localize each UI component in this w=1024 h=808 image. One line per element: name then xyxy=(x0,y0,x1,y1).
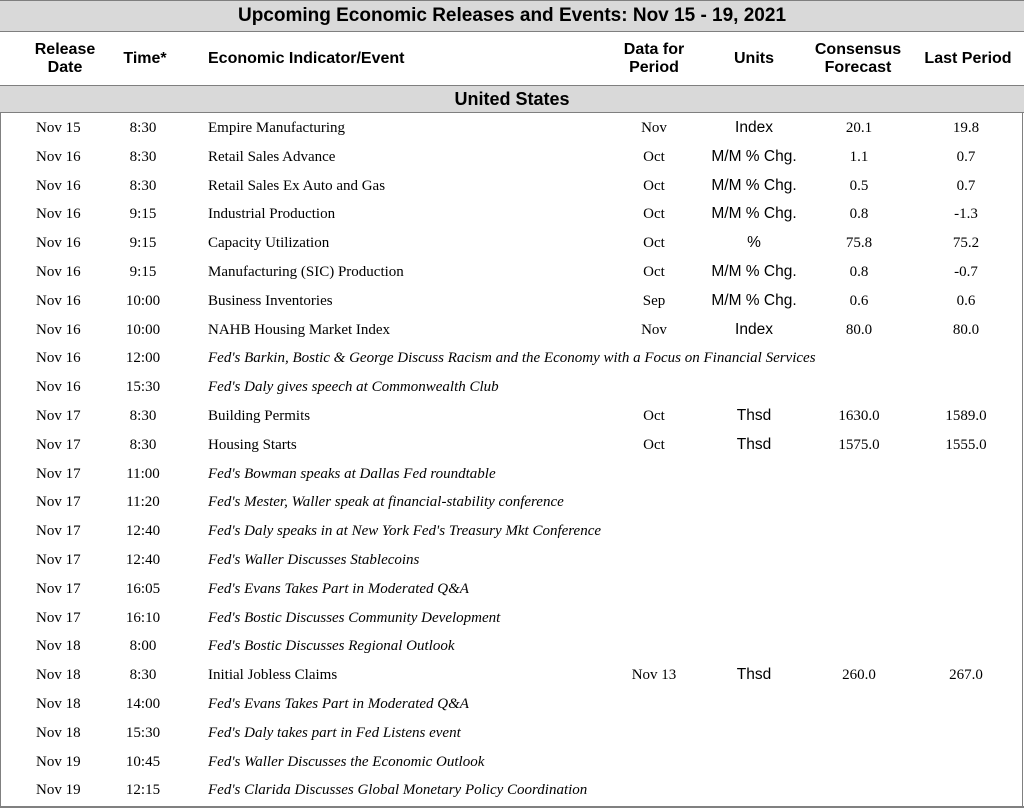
cell-time: 11:00 xyxy=(126,465,160,482)
cell-last-period: 0.7 xyxy=(956,177,976,194)
table-row xyxy=(0,287,1024,316)
cell-event: Building Permits xyxy=(208,408,311,424)
header-release-date: Release Date xyxy=(34,40,96,76)
cell-event: Fed's Bowman speaks at Dallas Fed roundtable xyxy=(208,465,496,482)
cell-time: 15:30 xyxy=(125,379,161,396)
cell-units: Thsd xyxy=(736,407,772,424)
table-row xyxy=(0,748,1024,777)
cell-last-period: -1.3 xyxy=(954,206,978,223)
table-row xyxy=(0,546,1024,575)
header-consensus-forecast: Consensus Forecast xyxy=(814,40,902,76)
cell-release-date: Nov 17 xyxy=(36,609,81,626)
cell-data-for-period: Oct xyxy=(643,436,665,453)
cell-units: M/M % Chg. xyxy=(711,176,797,194)
cell-consensus-forecast: 0.6 xyxy=(849,292,869,309)
cell-time: 8:30 xyxy=(129,177,157,194)
cell-release-date: Nov 18 xyxy=(36,667,81,684)
table-row xyxy=(0,172,1024,201)
table-row xyxy=(0,143,1024,172)
table-row xyxy=(0,344,1024,373)
cell-release-date: Nov 19 xyxy=(36,782,81,799)
cell-event: Industrial Production xyxy=(208,206,336,223)
cell-time: 10:00 xyxy=(125,321,161,338)
cell-last-period: 80.0 xyxy=(952,321,980,338)
cell-units: Index xyxy=(735,320,773,338)
header-units: Units xyxy=(734,49,774,67)
cell-time: 8:30 xyxy=(129,120,157,136)
cell-units: Thsd xyxy=(736,666,772,684)
cell-event: Empire Manufacturing xyxy=(208,120,346,136)
cell-units: M/M % Chg. xyxy=(711,291,797,309)
cell-units: Index xyxy=(735,119,773,136)
cell-data-for-period: Oct xyxy=(643,206,665,223)
cell-release-date: Nov 16 xyxy=(36,235,81,252)
cell-release-date: Nov 17 xyxy=(36,436,81,453)
cell-time: 14:00 xyxy=(125,696,161,712)
section-header-united-states: United States xyxy=(0,85,1024,113)
cell-event: Fed's Daly gives speech at Commonwealth Club xyxy=(208,379,499,396)
cell-release-date: Nov 17 xyxy=(36,580,81,597)
table-row xyxy=(0,229,1024,258)
cell-release-date: Nov 16 xyxy=(36,292,81,309)
table-row xyxy=(0,114,1024,143)
cell-event: Fed's Bostic Discusses Community Development xyxy=(208,609,501,626)
cell-time: 8:30 xyxy=(129,408,157,424)
cell-last-period: 267.0 xyxy=(949,667,983,684)
table-row xyxy=(0,661,1024,690)
cell-time: 9:15 xyxy=(129,206,157,223)
cell-time: 15:30 xyxy=(125,724,161,741)
header-event: Economic Indicator/Event xyxy=(208,49,405,67)
cell-event: Fed's Barkin, Bostic & George Discuss Racism and the Economy with a Focus on Financial Services xyxy=(208,350,816,367)
cell-time: 12:00 xyxy=(125,350,161,367)
cell-time: 8:30 xyxy=(129,667,157,684)
cell-event: Fed's Bostic Discusses Regional Outlook xyxy=(208,638,455,655)
table-row xyxy=(0,258,1024,287)
cell-time: 8:00 xyxy=(129,638,157,655)
table-row xyxy=(0,604,1024,633)
cell-event: Fed's Evans Takes Part in Moderated Q&A xyxy=(208,696,469,712)
table-row xyxy=(0,200,1024,229)
cell-data-for-period: Oct xyxy=(643,148,665,165)
cell-units: % xyxy=(747,234,761,252)
cell-event: Fed's Daly speaks in at New York Fed's Treasury Mkt Conference xyxy=(208,523,602,540)
table-row xyxy=(0,690,1024,719)
cell-release-date: Nov 17 xyxy=(36,552,81,568)
cell-release-date: Nov 18 xyxy=(36,638,81,655)
cell-release-date: Nov 17 xyxy=(36,408,81,424)
cell-event: Fed's Mester, Waller speak at financial-stability conference xyxy=(208,494,564,511)
cell-last-period: 75.2 xyxy=(952,235,980,252)
cell-event: Retail Sales Ex Auto and Gas xyxy=(208,177,386,194)
cell-time: 8:30 xyxy=(129,436,157,453)
cell-release-date: Nov 16 xyxy=(36,350,81,367)
header-last-period: Last Period xyxy=(924,49,1012,67)
cell-event: Fed's Waller Discusses the Economic Outlook xyxy=(208,753,485,770)
cell-consensus-forecast: 0.8 xyxy=(849,206,869,223)
cell-event: Fed's Clarida Discusses Global Monetary Policy Coordination xyxy=(208,782,588,799)
cell-time: 10:00 xyxy=(125,292,161,309)
cell-event: Fed's Daly takes part in Fed Listens event xyxy=(208,724,461,741)
cell-data-for-period: Sep xyxy=(642,292,666,309)
cell-time: 16:10 xyxy=(125,609,161,626)
table-row xyxy=(0,517,1024,546)
table-row xyxy=(0,488,1024,517)
cell-event: Retail Sales Advance xyxy=(208,148,336,165)
cell-event: Fed's Evans Takes Part in Moderated Q&A xyxy=(208,580,469,597)
cell-time: 16:05 xyxy=(125,580,161,597)
cell-event: Capacity Utilization xyxy=(208,235,330,252)
cell-time: 10:45 xyxy=(125,753,161,770)
table-row xyxy=(0,316,1024,345)
cell-last-period: 0.6 xyxy=(956,292,976,309)
table-row xyxy=(0,373,1024,402)
cell-release-date: Nov 18 xyxy=(36,724,81,741)
cell-event: Initial Jobless Claims xyxy=(208,667,338,684)
cell-data-for-period: Oct xyxy=(643,235,665,252)
table-row xyxy=(0,632,1024,661)
cell-release-date: Nov 17 xyxy=(36,494,81,511)
table-row xyxy=(0,776,1024,805)
cell-time: 12:15 xyxy=(125,782,161,799)
cell-data-for-period: Nov 13 xyxy=(631,667,677,684)
cell-release-date: Nov 17 xyxy=(36,465,81,482)
cell-time: 8:30 xyxy=(129,148,157,165)
cell-release-date: Nov 15 xyxy=(36,120,81,136)
cell-last-period: 19.8 xyxy=(952,120,980,136)
cell-release-date: Nov 19 xyxy=(36,753,81,770)
cell-data-for-period: Oct xyxy=(643,177,665,194)
cell-last-period: 1589.0 xyxy=(945,408,987,424)
cell-time: 9:15 xyxy=(129,235,157,252)
cell-time: 12:40 xyxy=(125,552,161,568)
cell-time: 11:20 xyxy=(126,494,160,511)
cell-last-period: 0.7 xyxy=(956,148,976,165)
cell-time: 12:40 xyxy=(125,523,161,540)
cell-units: M/M % Chg. xyxy=(711,147,797,165)
table-row xyxy=(0,402,1024,431)
cell-last-period: -0.7 xyxy=(954,264,978,280)
table-row xyxy=(0,575,1024,604)
cell-consensus-forecast: 0.8 xyxy=(849,264,869,280)
cell-release-date: Nov 16 xyxy=(36,177,81,194)
column-header-row xyxy=(0,32,1024,85)
cell-release-date: Nov 16 xyxy=(36,379,81,396)
header-time: Time* xyxy=(123,49,167,67)
cell-consensus-forecast: 260.0 xyxy=(842,667,876,684)
header-data-for-period: Data for Period xyxy=(623,40,685,76)
cell-units: M/M % Chg. xyxy=(711,263,797,280)
cell-data-for-period: Oct xyxy=(643,408,665,424)
cell-event: NAHB Housing Market Index xyxy=(208,321,391,338)
cell-event: Housing Starts xyxy=(208,436,297,453)
cell-units: Thsd xyxy=(736,435,772,453)
cell-release-date: Nov 17 xyxy=(36,523,81,540)
cell-data-for-period: Oct xyxy=(643,264,665,280)
table-row xyxy=(0,431,1024,460)
cell-release-date: Nov 18 xyxy=(36,696,81,712)
cell-consensus-forecast: 75.8 xyxy=(845,235,873,252)
cell-units: M/M % Chg. xyxy=(711,205,797,223)
cell-release-date: Nov 16 xyxy=(36,206,81,223)
cell-event: Business Inventories xyxy=(208,292,333,309)
cell-release-date: Nov 16 xyxy=(36,321,81,338)
cell-event: Manufacturing (SIC) Production xyxy=(208,264,404,280)
cell-data-for-period: Nov xyxy=(641,120,667,136)
cell-event: Fed's Waller Discusses Stablecoins xyxy=(208,552,420,568)
cell-release-date: Nov 16 xyxy=(36,148,81,165)
table-row xyxy=(0,460,1024,489)
cell-consensus-forecast: 1630.0 xyxy=(838,408,880,424)
cell-consensus-forecast: 1575.0 xyxy=(838,436,880,453)
cell-release-date: Nov 16 xyxy=(36,264,81,280)
cell-consensus-forecast: 80.0 xyxy=(845,321,873,338)
table-row xyxy=(0,719,1024,748)
cell-data-for-period: Nov xyxy=(641,321,667,338)
cell-consensus-forecast: 1.1 xyxy=(849,148,869,165)
cell-consensus-forecast: 0.5 xyxy=(849,177,869,194)
cell-consensus-forecast: 20.1 xyxy=(845,120,873,136)
cell-time: 9:15 xyxy=(129,264,157,280)
table-title: Upcoming Economic Releases and Events: Nov 15 - 19, 2021 xyxy=(0,0,1024,32)
cell-last-period: 1555.0 xyxy=(945,436,987,453)
